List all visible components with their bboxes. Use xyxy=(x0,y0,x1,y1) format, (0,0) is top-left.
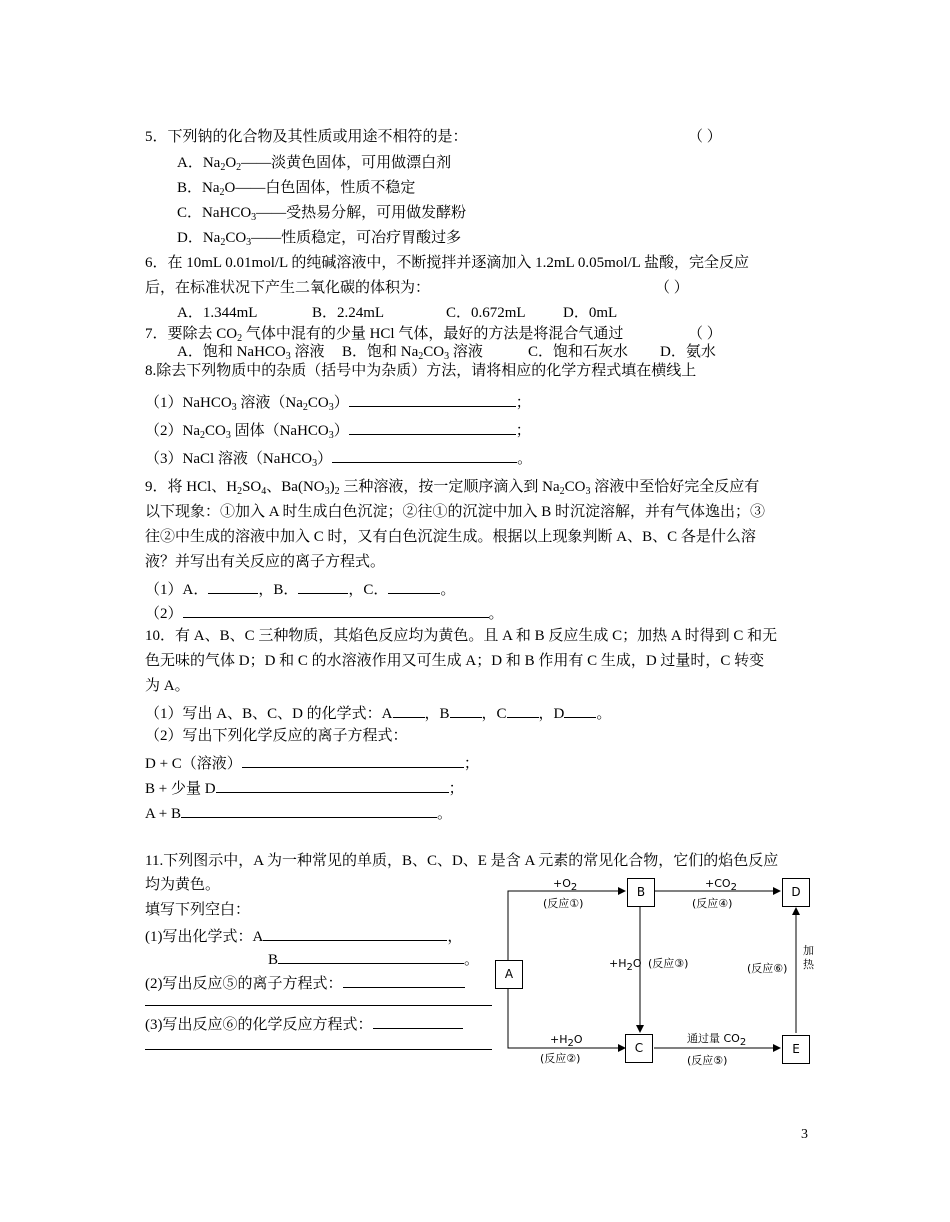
q7-option-d: D．氨水 xyxy=(660,344,716,360)
q11-line1: 11.下列图示中，A 为一种常见的单质，B、C、D、E 是含 A 元素的常见化合物，它们的焰色反应 xyxy=(145,853,779,869)
q10-line3: 为 A。 xyxy=(145,678,190,694)
q7-option-b: B．饱和 $Na_2CO_3$ 溶液 xyxy=(342,344,483,362)
label-r2-bottom: (反应②) xyxy=(540,1052,581,1065)
answer-blank[interactable] xyxy=(216,777,449,793)
q6-option-d: D．0mL xyxy=(563,305,618,321)
answer-blank[interactable] xyxy=(183,602,489,618)
answer-blank[interactable] xyxy=(388,578,440,594)
label-r2-top: $+H_2O$ xyxy=(550,1033,583,1049)
q9-line1: 9．将 HCl、$H_2SO_4$、$Ba(NO_3)_2$ 三种溶液，按一定顺序滴入到 $Na_2CO_3$ 溶液中至恰好完全反应有 xyxy=(145,479,760,497)
q11-sub3-line[interactable] xyxy=(145,1049,492,1050)
node-b: B xyxy=(627,878,655,907)
q7-option-c: C．饱和石灰水 xyxy=(528,344,629,360)
q5-stem: 5．下列钠的化合物及其性质或用途不相符的是： xyxy=(145,129,468,145)
q5-option-c: C．NaHCO$_3$——受热易分解，可用做发酵粉 xyxy=(177,205,467,223)
node-c: C xyxy=(625,1034,653,1063)
q11-sub1-b: B 。 xyxy=(268,948,479,969)
label-r6-left: (反应⑥) xyxy=(747,962,788,975)
answer-blank[interactable] xyxy=(349,419,516,435)
q6-bracket: （ ） xyxy=(655,280,689,296)
q11-line2: 均为黄色。 xyxy=(145,877,221,893)
answer-blank[interactable] xyxy=(507,702,539,718)
q7-bracket: （ ） xyxy=(688,326,722,342)
q10-eq1: D + C（溶液） ； xyxy=(145,752,479,773)
q9-line2: 以下现象：①加入 A 时生成白色沉淀；②往①的沉淀中加入 B 时沉淀溶解，并有气体逸出；③ xyxy=(145,504,766,520)
q5-option-b: B．$Na_2O——$白色固体，性质不稳定 xyxy=(177,180,416,198)
q5-bracket: （ ） xyxy=(688,129,722,145)
q8-item3: （3）NaCl 溶液（NaHCO$_3$） 。 xyxy=(145,447,532,468)
q9-line3: 往②中生成的溶液中加入 C 时，又有白色沉淀生成。根据以上现象判断 A、B、C 各是什么溶 xyxy=(145,529,756,545)
label-r5-bottom: (反应⑤) xyxy=(687,1054,728,1067)
q11-sub1: (1)写出化学式：A ， xyxy=(145,925,462,946)
q7-option-a: A．饱和 NaHCO$_3$ 溶液 xyxy=(177,344,325,362)
q10-eq2: B + 少量 D ； xyxy=(145,777,464,798)
q6-line1: 6．在 10mL 0.01mol/L 的纯碱溶液中，不断搅拌并逐滴加入 1.2mL 0.05mol/L 盐酸，完全反应 xyxy=(145,255,750,271)
q10-line2: 色无味的气体 D；D 和 C 的水溶液作用又可生成 A；D 和 B 作用有 C 生成，D 过量时，C 转变 xyxy=(145,653,765,669)
q6-option-a: A．1.344mL xyxy=(177,305,258,321)
answer-blank[interactable] xyxy=(181,802,437,818)
answer-blank[interactable] xyxy=(373,1013,463,1029)
answer-blank[interactable] xyxy=(242,752,464,768)
node-a: A xyxy=(495,960,523,989)
answer-blank[interactable] xyxy=(343,972,465,988)
q9-sub1: （1）A． ，B． ，C． 。 xyxy=(145,578,455,599)
label-r3-right: (反应③) xyxy=(648,957,689,970)
reaction-diagram xyxy=(490,868,820,1078)
q10-eq3: A + B 。 xyxy=(145,802,452,823)
q8-stem: 8.除去下列物质中的杂质（括号中为杂质）方法，请将相应的化学方程式填在横线上 xyxy=(145,363,697,379)
answer-blank[interactable] xyxy=(393,702,425,718)
answer-blank[interactable] xyxy=(278,948,464,964)
answer-blank[interactable] xyxy=(263,925,447,941)
label-r4-bottom: (反应④) xyxy=(692,897,733,910)
label-r1-bottom: (反应①) xyxy=(543,897,584,910)
answer-blank[interactable] xyxy=(208,578,258,594)
answer-blank[interactable] xyxy=(298,578,348,594)
q9-sub2: （2） 。 xyxy=(145,602,504,623)
label-r5-top: 通过量 $CO_2$ xyxy=(687,1032,747,1048)
node-e: E xyxy=(782,1035,810,1064)
node-d: D xyxy=(782,878,810,907)
q5-option-a: A．$Na_2O_2——$淡黄色固体，可用做漂白剂 xyxy=(177,155,452,173)
label-r4-top: $+CO_2$ xyxy=(705,877,737,893)
q9-line4: 液？并写出有关反应的离子方程式。 xyxy=(145,554,386,570)
q7-stem: 7．要除去 $CO_2$ 气体中混有的少量 HCl 气体，最好的方法是将混合气通过 xyxy=(145,326,624,344)
label-r6-right: 加热 xyxy=(803,944,814,971)
q10-line1: 10．有 A、B、C 三种物质，其焰色反应均为黄色。且 A 和 B 反应生成 C；加热 A 时得到 C 和无 xyxy=(145,628,778,644)
q8-item1: （1）NaHCO$_3$ 溶液$(Na_2CO_3)$ ； xyxy=(145,391,531,412)
q5-option-d: D．$Na_2CO_3——$性质稳定，可冶疗胃酸过多 xyxy=(177,230,462,248)
q6-option-c: C．0.672mL xyxy=(446,305,526,321)
q11-sub2-line[interactable] xyxy=(145,1005,492,1006)
q6-line2: 后，在标准状况下产生二氧化碳的体积为： xyxy=(145,280,431,296)
q11-sub2: (2)写出反应⑤的离子方程式： xyxy=(145,972,465,993)
answer-blank[interactable] xyxy=(332,447,517,463)
page-number: 3 xyxy=(801,1127,808,1142)
q10-sub2: （2）写出下列化学反应的离子方程式： xyxy=(145,728,408,744)
answer-blank[interactable] xyxy=(450,702,482,718)
q6-option-b: B．2.24mL xyxy=(312,305,385,321)
answer-blank[interactable] xyxy=(564,702,596,718)
q11-line3: 填写下列空白： xyxy=(145,902,251,918)
q8-item2: $(2)Na_2CO_3$ 固体（NaHCO$_3$） ； xyxy=(145,419,531,440)
q11-sub3: (3)写出反应⑥的化学反应方程式： xyxy=(145,1013,463,1034)
label-r1-top: $+O_2$ xyxy=(553,877,578,893)
label-r3-left: $+H_2O$ xyxy=(609,957,642,973)
q10-sub1: （1）写出 A、B、C、D 的化学式：A ，B ，C ，D 。 xyxy=(145,702,611,723)
answer-blank[interactable] xyxy=(349,391,516,407)
